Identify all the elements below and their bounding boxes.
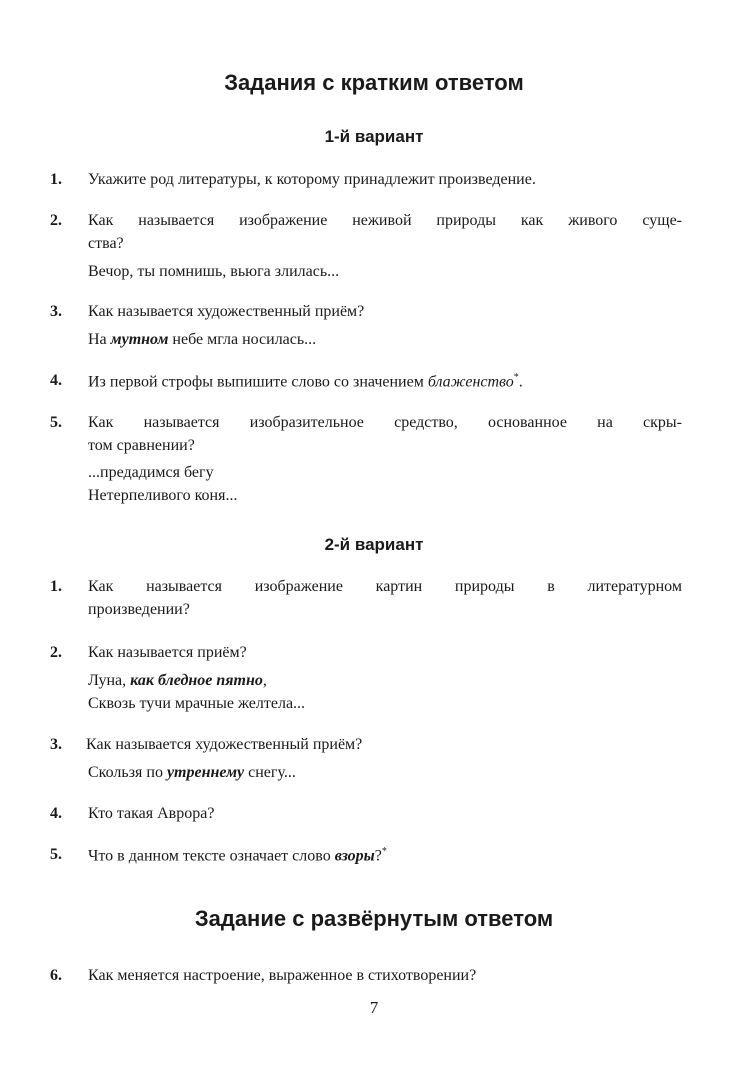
v2-q3-text: Как называется художественный приём? [86, 736, 363, 753]
v1-q4-text: Из первой строфы выпишите слово со значением блаженство*. [88, 372, 523, 391]
v1-q5-number: 5. [50, 414, 62, 431]
variant-1-title: 1-й вариант [324, 127, 424, 146]
v2-q2-quote2: Сквозь тучи мрачные желтела... [88, 695, 306, 712]
v1-q1-text: Укажите род литературы, к которому принадлежит произведение. [88, 171, 536, 188]
footnote-mark: * [381, 846, 387, 857]
v1-q3-number: 3. [50, 303, 62, 320]
heading-extended-answer: Задание с развёрнутым ответом [194, 906, 554, 931]
v2-q3-number: 3. [50, 736, 62, 753]
v1-q5-quote2: Нетерпеливого коня... [88, 487, 238, 504]
q6-number: 6. [50, 967, 62, 984]
variant-2-title: 2-й вариант [324, 535, 424, 554]
v1-q3-quote: На мутном небе мгла носилась... [88, 331, 317, 348]
v1-q2-number: 2. [50, 212, 62, 229]
v1-q1-number: 1. [50, 171, 62, 188]
v2-q2-text: Как называется приём? [88, 644, 247, 661]
v2-q4-text: Кто такая Аврора? [88, 805, 215, 822]
v1-q5-line1: Как называется изобразительное средство, основанное на скры- [88, 414, 682, 431]
footnote-mark: * [513, 372, 519, 383]
v1-q2-quote: Вечор, ты помнишь, вьюга злилась... [88, 263, 340, 280]
v2-q5-number: 5. [50, 846, 62, 863]
v2-q5-text: Что в данном тексте означает слово взоры?* [88, 846, 387, 865]
v1-q3-text: Как называется художественный приём? [88, 303, 365, 320]
v2-q1-number: 1. [50, 578, 62, 595]
v2-q1-line2: произведении? [88, 601, 190, 618]
v1-q2-line2: ства? [88, 235, 124, 252]
v2-q3-quote: Скользя по утреннему снегу... [88, 764, 296, 781]
v2-q1-line1: Как называется изображение картин природы в литературном [88, 578, 682, 595]
v1-q4-number: 4. [50, 372, 62, 389]
v2-q2-number: 2. [50, 644, 62, 661]
v2-q4-number: 4. [50, 805, 62, 822]
v2-q2-quote: Луна, как бледное пятно, [88, 672, 267, 689]
v1-q5-quote1: ...предадимся бегу [88, 464, 214, 481]
heading-short-answer: Задания с кратким ответом [224, 70, 524, 95]
q6-text: Как меняется настроение, выраженное в стихотворении? [88, 967, 477, 984]
v1-q5-line2: том сравнении? [88, 437, 195, 454]
v1-q2-line1: Как называется изображение неживой природы как живого суще- [88, 212, 682, 229]
page-number: 7 [369, 998, 379, 1017]
